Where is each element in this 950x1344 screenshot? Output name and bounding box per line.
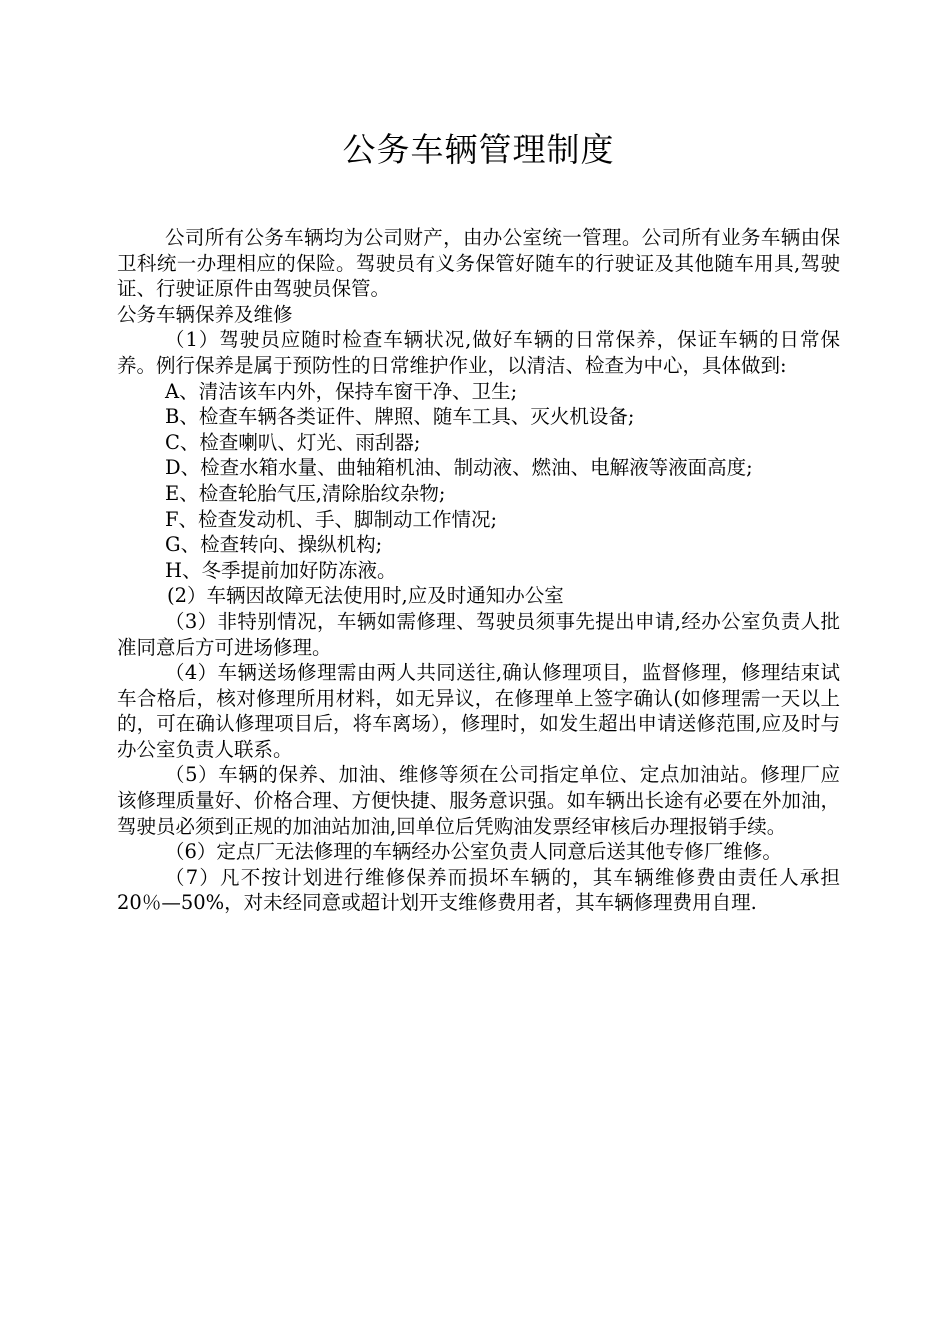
document-body [117,225,840,916]
paragraph-item-2: (2）车辆因故障无法使用时,应及时通知办公室 [167,584,564,608]
paragraph-item-1: （1）驾驶员应随时检查车辆状况,做好车辆的日常保养，保证车辆的日常保养。例行保养是属于预防性的日常维护作业，以清洁、检查为中心，具体做到: [117,328,840,377]
document-title: 公务车辆管理制度 [342,130,615,169]
list-item-h: H、冬季提前加好防冻液。 [165,558,397,582]
paragraph-item-4: （4）车辆送场修理需由两人共同送往,确认修理项目，监督修理，修理结束试车合格后，核对修理所用材料，如无异议，在修理单上签字确认(如修理需一天以上的，可在确认修理项目后，将车离场），修理时，如发生超出申请送修范围,应及时与办公室负责人联系。 [117,661,840,761]
paragraph-intro: 公司所有公务车辆均为公司财产，由办公室统一管理。公司所有业务车辆由保卫科统一办理相应的保险。驾驶员有义务保管好随车的行驶证及其他随车用具,驾驶证、行驶证原件由驾驶员保管。 [117,226,840,301]
paragraph-item-7: （7）凡不按计划进行维修保养而损坏车辆的，其车辆维修费由责任人承担20％—50%，对未经同意或超计划开支维修费用者，其车辆修理费用自理. [117,865,840,915]
list-item-g: G、检查转向、操纵机构; [165,533,383,557]
list-item-e: E、检查轮胎气压,清除胎纹杂物; [165,481,446,505]
list-item-f: F、检查发动机、手、脚制动工作情况; [165,507,498,531]
list-item-b: B、检查车辆各类证件、牌照、随车工具、灭火机设备; [165,405,635,429]
paragraph-item-3: （3）非特别情况，车辆如需修理、驾驶员须事先提出申请,经办公室负责人批准同意后方可进场修理。 [117,609,840,659]
section-heading-maintenance: 公务车辆保养及维修 [117,302,293,326]
paragraph-item-5: （5）车辆的保养、加油、维修等须在公司指定单位、定点加油站。修理厂应该修理质量好、价格合理、方便快捷、服务意识强。如车辆出长途有必要在外加油，驾驶员必须到正规的加油站加油,回单位后凭购油发票经审核后办理报销手续。 [117,763,840,838]
document-page [117,0,840,1344]
list-item-a: A、清洁该车内外，保持车窗干净、卫生; [165,379,518,403]
paragraph-item-6: （6）定点厂无法修理的车辆经办公室负责人同意后送其他专修厂维修。 [165,840,782,864]
list-item-d: D、检查水箱水量、曲轴箱机油、制动液、燃油、电解液等液面高度; [165,456,753,480]
list-item-c: C、检查喇叭、灯光、雨刮器; [165,430,421,454]
